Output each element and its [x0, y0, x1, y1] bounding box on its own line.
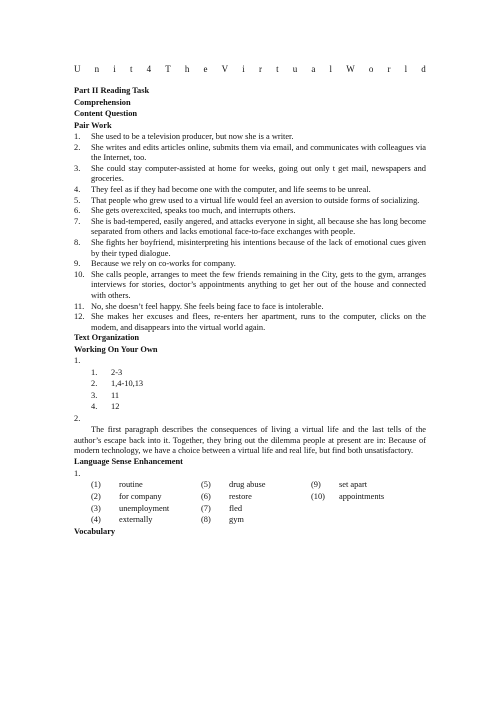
list-item-number: 3.: [74, 163, 81, 173]
answer-word: unemployment: [119, 503, 170, 513]
list-item: [74, 217, 426, 238]
heading-part: Part II Reading Task: [74, 86, 150, 95]
title-letter: i: [242, 64, 245, 74]
list-item-number: 2.: [74, 142, 81, 152]
pair-work-list: [74, 132, 426, 333]
title-letter: t: [129, 64, 133, 74]
heading-content-question: Content Question: [74, 109, 138, 118]
answer-number: (1): [91, 480, 101, 490]
list-item-number: 10.: [74, 269, 85, 279]
list-item-number: 12.: [74, 312, 85, 322]
org-item-2-text: The first paragraph describes the consequences of living a virtual life and the last tells of the author’s escape back into it. Together, they bring out the dilemma people at present are in: Because of modern technology, we have a choice between a virtual life and real life, but find both unsatisfactory.: [74, 425, 426, 456]
answer-word: appointments: [339, 491, 385, 501]
list-item-number: 6.: [74, 206, 81, 216]
org-sub-text: 1,4-10,13: [111, 379, 144, 389]
list-item-text: She calls people, arranges to meet the few friends remaining in the City, gets to the gym, arranges interviews for stories, doctor’s appointments anything to get her out of the house and connected with others.: [91, 269, 426, 300]
heading-text-organization: Text Organization: [74, 333, 140, 343]
heading-vocabulary: Vocabulary: [74, 527, 116, 537]
title-letter: h: [184, 64, 190, 74]
lang-item-1-label: 1.: [74, 468, 81, 478]
list-item-text: She could stay computer-assisted at home for weeks, going out only t get mail, newspapers and groceries.: [91, 163, 426, 184]
title-letter: 4: [146, 64, 152, 74]
org-sub-text: 11: [111, 390, 120, 400]
org-sub-text: 2-3: [111, 367, 123, 377]
list-item-text: That people who grew used to a virtual life would feel an aversion to outside forms of socializing.: [91, 195, 420, 205]
answer-word: externally: [119, 515, 153, 525]
list-item-text: She fights her boyfriend, misinterpreting his intentions because of the lack of emotional cues given by their typed dialogue.: [91, 237, 426, 258]
heading-working-on-your-own: Working On Your Own: [74, 344, 158, 354]
org-sub-number: 3.: [91, 390, 98, 400]
answer-number: (8): [201, 515, 211, 525]
answer-word: for company: [119, 491, 162, 501]
title-letter: d: [421, 64, 426, 74]
list-item-text: She gets overexcited, speaks too much, and interrupts others.: [91, 206, 296, 216]
title-letter: l: [329, 64, 333, 74]
list-item-text: She writes and edits articles online, submits them via email, and communicates with colleagues via the Internet, too.: [91, 142, 426, 163]
title-letter: u: [292, 64, 298, 74]
list-item-text: She is bad-tempered, easily angered, and attacks everyone in sight, all because she has long become separated from others and lacks emotional face-to-face exchanges with people.: [91, 216, 426, 237]
answer-number: (6): [201, 491, 211, 501]
org-sub-number: 4.: [91, 402, 98, 412]
title-letter: l: [404, 64, 408, 74]
answer-number: (4): [91, 515, 101, 525]
title-letter: r: [258, 64, 262, 74]
list-item-text: She makes her excuses and flees, re-enters her apartment, runs to the computer, clicks on the modem, and disappears into the virtual world again.: [91, 312, 426, 332]
title-letter: i: [113, 64, 116, 74]
org-sub-number: 1.: [91, 367, 98, 377]
list-item: [74, 185, 426, 196]
answer-number: (9): [311, 480, 321, 490]
list-item: [74, 312, 426, 333]
answer-number: (7): [201, 503, 211, 513]
answer-word: fled: [229, 503, 243, 513]
org-item-1-label: 1.: [74, 356, 81, 366]
list-item-number: 7.: [74, 216, 81, 226]
answer-word: routine: [119, 480, 143, 490]
vocabulary-answer-grid: [74, 480, 426, 527]
title-letter: r: [387, 64, 391, 74]
list-item: [74, 143, 426, 164]
list-item-number: 5.: [74, 195, 81, 205]
list-item: [74, 270, 426, 302]
title-letter: n: [94, 64, 100, 74]
org-sub-item: [74, 368, 426, 380]
list-item-text: No, she doesn’t feel happy. She feels being face to face is intolerable.: [91, 301, 324, 311]
answer-word: gym: [229, 515, 244, 525]
title-letter: V: [221, 64, 229, 74]
org-sub-item: [74, 391, 426, 403]
title-letter: a: [311, 64, 316, 74]
answer-number: (5): [201, 480, 211, 490]
list-item: [74, 238, 426, 259]
heading-pair-work: Pair Work: [74, 120, 112, 130]
list-item: [74, 196, 426, 207]
answer-word: set apart: [339, 480, 368, 490]
title-letter: W: [346, 64, 355, 74]
title-letter: U: [74, 64, 81, 74]
answer-word: drug abuse: [229, 480, 266, 490]
list-item-text: Because we rely on co-works for company.: [91, 259, 236, 269]
org-item-2-label: 2.: [74, 413, 81, 423]
heading-language-sense: Language Sense Enhancement: [74, 457, 183, 467]
answer-number: (2): [91, 491, 101, 501]
list-item: [74, 259, 426, 270]
list-item: [74, 302, 426, 313]
list-item: [74, 206, 426, 217]
answer-number: [311, 504, 339, 516]
org-sub-number: 2.: [91, 379, 98, 389]
org-sub-item: [74, 402, 426, 414]
title-letter: t: [276, 64, 279, 74]
heading-comprehension: Comprehension: [74, 97, 131, 107]
answer-number: [311, 515, 339, 527]
list-item-number: 4.: [74, 184, 81, 194]
list-item-text: They feel as if they had become one with the computer, and life seems to be unreal.: [91, 184, 371, 194]
answer-number: (10): [311, 491, 325, 501]
title-letter: T: [165, 64, 171, 74]
list-item-number: 8.: [74, 237, 81, 247]
list-item-number: 11.: [74, 301, 85, 311]
list-item: [74, 132, 426, 143]
list-item-number: 9.: [74, 259, 81, 269]
org-sub-item: [74, 379, 426, 391]
answer-number: (3): [91, 503, 101, 513]
title-letter: o: [368, 64, 374, 74]
org-sub-text: 12: [111, 402, 120, 412]
title-letter: e: [203, 64, 208, 74]
answer-word: restore: [229, 491, 252, 501]
list-item-number: 1.: [74, 132, 81, 141]
list-item-text: She used to be a television producer, but now she is a writer.: [91, 132, 294, 141]
answer-word: [339, 504, 426, 516]
answer-word: [339, 515, 426, 527]
org-sub-list: [74, 368, 426, 414]
unit-title: [74, 64, 426, 75]
list-item: [74, 164, 426, 185]
document-content: [74, 86, 426, 539]
